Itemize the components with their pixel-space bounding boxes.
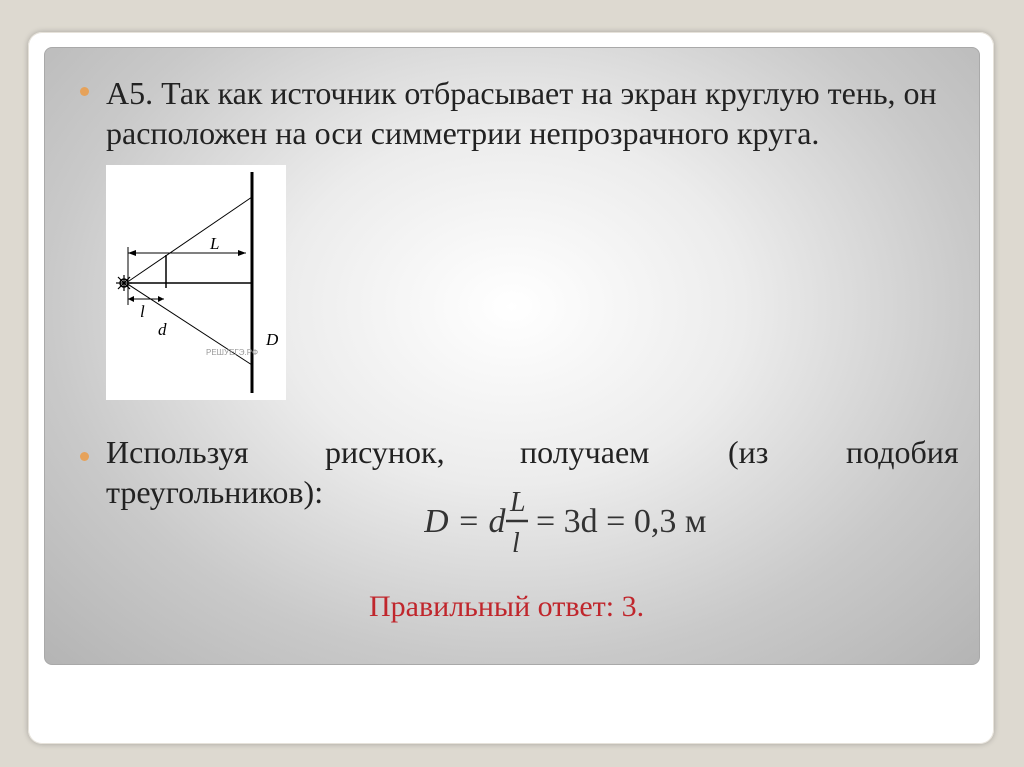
bullet-1 xyxy=(80,87,89,96)
paragraph-source-position: А5. Так как источник отбрасывает на экран круглую тень, он расположен на оси симметрии непрозрачного круга. xyxy=(106,75,937,151)
word-4: (из xyxy=(728,434,769,470)
source-icon xyxy=(116,275,132,291)
ray-top xyxy=(126,197,252,283)
label-L: L xyxy=(210,234,220,253)
word-2: рисунок, xyxy=(325,434,445,470)
formula-numerator: L xyxy=(510,487,526,518)
formula-denominator: l xyxy=(512,528,520,556)
watermark: РЕШУЕГЭ.РФ xyxy=(206,348,259,357)
paragraph-2-line-1 xyxy=(106,432,964,472)
label-D: D xyxy=(266,330,279,349)
correct-answer: Правильный ответ: 3. xyxy=(369,590,645,623)
formula-lhs: D = d xyxy=(424,503,506,540)
label-d: d xyxy=(158,320,167,339)
paragraph-2-line-2: треугольников): xyxy=(106,474,324,510)
word-1: Используя xyxy=(106,434,249,470)
word-5: подобия xyxy=(846,434,959,470)
word-3: получаем xyxy=(520,434,650,470)
formula xyxy=(424,486,724,556)
shadow-diagram xyxy=(106,165,286,400)
label-l: l xyxy=(140,302,145,321)
bullet-2 xyxy=(80,452,89,461)
formula-rhs: = 3d = 0,3 м xyxy=(536,503,707,540)
